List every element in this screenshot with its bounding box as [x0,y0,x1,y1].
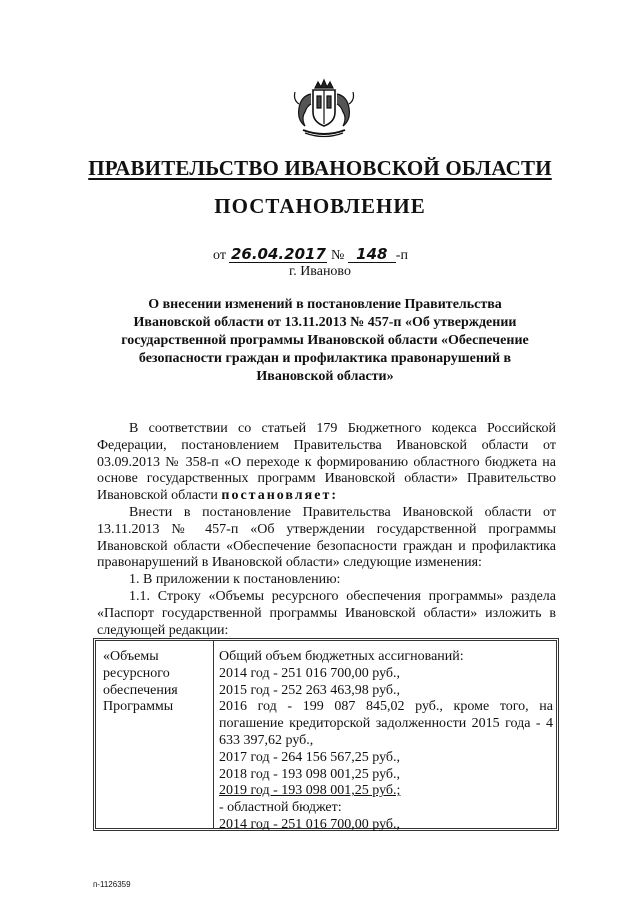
table-line: Общий объем бюджетных ассигнований: [219,649,464,664]
resolution-subject: О внесении изменений в постановление Правительства Ивановской области от 13.11.2013 № 457-п «Об утверждении государственной программы Ивановской области «Обеспечение безопасности граждан и профилактика правонарушений в Ивановской области» [121,297,529,384]
body-paragraph-3: 1. В приложении к постановлению: [129,572,341,588]
government-title: ПРАВИТЕЛЬСТВО ИВАНОВСКОЙ ОБЛАСТИ [88,156,552,180]
table-line: 2015 год - 252 263 463,98 руб., [219,682,401,698]
document-code: п-1126359 [93,880,131,889]
body-paragraph-4: 1.1. Строку «Объемы ресурсного обеспечения программы» раздела «Паспорт государственной программы Ивановской области» изложить в следующей редакции: [97,588,556,638]
city-line: г. Иваново [289,264,351,279]
table-left-label: «Объемы ресурсного обеспечения Программы [103,649,178,715]
document-type-heading: ПОСТАНОВЛЕНИЕ [214,194,426,218]
resource-table [93,638,559,831]
resolves-keyword: постановляет: [221,488,338,504]
table-line: 2016 год - 199 087 845,02 руб., кроме того, на погашение кредиторской задолженности 2015 года - 4 633 397,62 руб., [219,699,553,748]
number-prefix: № [330,248,345,263]
table-right-cell [219,649,553,834]
date-prefix: от [213,248,226,263]
table-line: 2019 год - 193 098 001,25 руб.; [219,783,401,799]
resolution-body [97,421,556,639]
handwritten-number: 148 [348,247,396,263]
table-line: 2017 год - 264 156 567,25 руб., [219,749,401,765]
table-column-divider [213,641,214,828]
body-paragraph-1 [97,421,556,505]
number-suffix: -п [395,248,408,263]
table-line: 2014 год - 251 016 700,00 руб., [219,665,401,681]
body-paragraph-2: Внести в постановление Правительства Ивановской области от 13.11.2013 № 457-п «Об утверждении государственной программы Ивановской области «Обеспечение безопасности граждан и профилактика правонарушений в Ивановской области» следующие изменения: [97,504,556,571]
table-line: 2018 год - 193 098 001,25 руб., [219,766,401,782]
handwritten-date: 26.04.2017 [230,245,326,263]
table-line: 2014 год - 251 016 700,00 руб., [219,816,401,832]
body-paragraph-1-text: В соответствии со статьей 179 Бюджетного кодекса Российской Федерации, постановлением Правительства Ивановской области от 03.09.2013 № 358-п «О переходе к формированию областного бюджета на основе государственных программ Ивановской области» Правительство Ивановской области [97,421,556,504]
table-line: - областной бюджет: [219,800,342,816]
date-number-line [213,247,408,264]
coat-of-arms-emblem [291,78,357,140]
